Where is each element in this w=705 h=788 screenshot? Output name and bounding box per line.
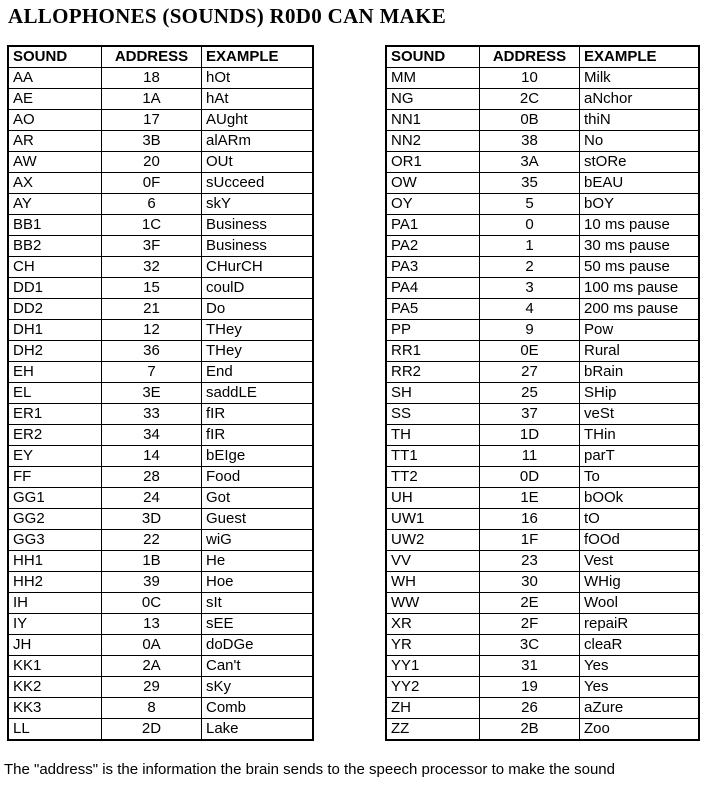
table-row <box>386 362 699 383</box>
example-cell: bRain <box>580 362 700 383</box>
address-cell: 12 <box>102 320 202 341</box>
address-column-header: ADDRESS <box>480 46 580 68</box>
address-cell: 19 <box>480 677 580 698</box>
sound-cell: HH1 <box>8 551 102 572</box>
table-row <box>386 719 699 741</box>
table-row <box>8 425 313 446</box>
sound-cell: GG3 <box>8 530 102 551</box>
address-cell: 2F <box>480 614 580 635</box>
sound-cell: MM <box>386 68 480 89</box>
sound-cell: DD1 <box>8 278 102 299</box>
address-cell: 24 <box>102 488 202 509</box>
table-row <box>386 593 699 614</box>
address-column-header: ADDRESS <box>102 46 202 68</box>
table-row <box>386 551 699 572</box>
sound-cell: ER1 <box>8 404 102 425</box>
table-row <box>8 68 313 89</box>
example-cell: CHurCH <box>202 257 314 278</box>
table-row <box>8 383 313 404</box>
address-cell: 27 <box>480 362 580 383</box>
example-cell: bOOk <box>580 488 700 509</box>
address-cell: 1B <box>102 551 202 572</box>
sound-cell: AE <box>8 89 102 110</box>
example-cell: THin <box>580 425 700 446</box>
sound-cell: YY1 <box>386 656 480 677</box>
address-cell: 21 <box>102 299 202 320</box>
sound-cell: OW <box>386 173 480 194</box>
sound-cell: ZZ <box>386 719 480 741</box>
table-row <box>386 257 699 278</box>
address-cell: 3C <box>480 635 580 656</box>
example-cell: End <box>202 362 314 383</box>
sound-column-header: SOUND <box>8 46 102 68</box>
example-cell: wiG <box>202 530 314 551</box>
page-title: ALLOPHONES (SOUNDS) R0D0 CAN MAKE <box>8 4 447 28</box>
address-cell: 29 <box>102 677 202 698</box>
example-cell: cleaR <box>580 635 700 656</box>
sound-cell: AO <box>8 110 102 131</box>
example-cell: Can't <box>202 656 314 677</box>
example-column-header: EXAMPLE <box>580 46 700 68</box>
example-column-header: EXAMPLE <box>202 46 314 68</box>
example-cell: repaiR <box>580 614 700 635</box>
sound-cell: PP <box>386 320 480 341</box>
sound-cell: UW2 <box>386 530 480 551</box>
table-row <box>8 131 313 152</box>
example-cell: hOt <box>202 68 314 89</box>
address-cell: 2C <box>480 89 580 110</box>
allophone-table-left <box>7 45 314 741</box>
table-row <box>8 698 313 719</box>
address-cell: 11 <box>480 446 580 467</box>
address-cell: 3D <box>102 509 202 530</box>
sound-cell: DD2 <box>8 299 102 320</box>
address-cell: 1F <box>480 530 580 551</box>
address-cell: 13 <box>102 614 202 635</box>
table-row <box>8 278 313 299</box>
sound-cell: AA <box>8 68 102 89</box>
sound-cell: CH <box>8 257 102 278</box>
address-cell: 14 <box>102 446 202 467</box>
sound-cell: PA4 <box>386 278 480 299</box>
sound-cell: EL <box>8 383 102 404</box>
table-row <box>386 194 699 215</box>
table-row <box>8 467 313 488</box>
footer-note: The "address" is the information the brain sends to the speech processor to make the sound <box>4 761 615 778</box>
address-cell: 0F <box>102 173 202 194</box>
sound-cell: KK3 <box>8 698 102 719</box>
sound-cell: ER2 <box>8 425 102 446</box>
address-cell: 0A <box>102 635 202 656</box>
example-cell: tO <box>580 509 700 530</box>
example-cell: alARm <box>202 131 314 152</box>
example-cell: 50 ms pause <box>580 257 700 278</box>
address-cell: 10 <box>480 68 580 89</box>
document-page <box>0 4 705 778</box>
sound-cell: UH <box>386 488 480 509</box>
example-cell: Yes <box>580 677 700 698</box>
address-cell: 15 <box>102 278 202 299</box>
example-cell: sUcceed <box>202 173 314 194</box>
sound-cell: IY <box>8 614 102 635</box>
example-cell: To <box>580 467 700 488</box>
table-row <box>386 467 699 488</box>
table-row <box>8 110 313 131</box>
example-cell: fOOd <box>580 530 700 551</box>
sound-cell: PA2 <box>386 236 480 257</box>
sound-cell: RR2 <box>386 362 480 383</box>
address-cell: 3F <box>102 236 202 257</box>
address-cell: 1D <box>480 425 580 446</box>
table-row <box>386 383 699 404</box>
example-cell: Wool <box>580 593 700 614</box>
sound-cell: YR <box>386 635 480 656</box>
sound-cell: FF <box>8 467 102 488</box>
table-row <box>386 614 699 635</box>
example-cell: Zoo <box>580 719 700 741</box>
sound-cell: BB2 <box>8 236 102 257</box>
address-cell: 22 <box>102 530 202 551</box>
sound-cell: BB1 <box>8 215 102 236</box>
address-cell: 23 <box>480 551 580 572</box>
address-cell: 0B <box>480 110 580 131</box>
example-cell: hAt <box>202 89 314 110</box>
table-row <box>386 509 699 530</box>
table-row <box>386 110 699 131</box>
address-cell: 3 <box>480 278 580 299</box>
table-row <box>386 488 699 509</box>
table-row <box>8 299 313 320</box>
example-cell: Guest <box>202 509 314 530</box>
example-cell: Rural <box>580 341 700 362</box>
example-cell: OUt <box>202 152 314 173</box>
table-row <box>8 236 313 257</box>
table-row <box>386 530 699 551</box>
address-cell: 20 <box>102 152 202 173</box>
table-row <box>386 446 699 467</box>
example-cell: saddLE <box>202 383 314 404</box>
sound-cell: PA3 <box>386 257 480 278</box>
example-cell: veSt <box>580 404 700 425</box>
sound-cell: WW <box>386 593 480 614</box>
sound-cell: TT2 <box>386 467 480 488</box>
sound-cell: RR1 <box>386 341 480 362</box>
example-cell: 10 ms pause <box>580 215 700 236</box>
address-cell: 0 <box>480 215 580 236</box>
example-cell: aNchor <box>580 89 700 110</box>
example-cell: bEIge <box>202 446 314 467</box>
table-row <box>8 446 313 467</box>
sound-cell: OR1 <box>386 152 480 173</box>
example-cell: 200 ms pause <box>580 299 700 320</box>
sound-cell: AR <box>8 131 102 152</box>
address-cell: 4 <box>480 299 580 320</box>
table-row <box>8 89 313 110</box>
sound-cell: ZH <box>386 698 480 719</box>
table-row <box>8 509 313 530</box>
table-row <box>386 404 699 425</box>
table-row <box>8 320 313 341</box>
table-row <box>8 404 313 425</box>
table-row <box>8 362 313 383</box>
sound-cell: XR <box>386 614 480 635</box>
address-cell: 2 <box>480 257 580 278</box>
example-cell: WHig <box>580 572 700 593</box>
example-cell: fIR <box>202 425 314 446</box>
example-cell: skY <box>202 194 314 215</box>
table-row <box>8 677 313 698</box>
sound-cell: DH1 <box>8 320 102 341</box>
table-row <box>386 320 699 341</box>
address-cell: 8 <box>102 698 202 719</box>
header-row <box>8 46 313 68</box>
sound-cell: YY2 <box>386 677 480 698</box>
address-cell: 3E <box>102 383 202 404</box>
table-row <box>386 278 699 299</box>
example-cell: AUght <box>202 110 314 131</box>
example-cell: sIt <box>202 593 314 614</box>
example-cell: aZure <box>580 698 700 719</box>
example-cell: Business <box>202 215 314 236</box>
sound-cell: HH2 <box>8 572 102 593</box>
example-cell: Food <box>202 467 314 488</box>
sound-cell: KK1 <box>8 656 102 677</box>
sound-cell: PA5 <box>386 299 480 320</box>
address-cell: 34 <box>102 425 202 446</box>
address-cell: 25 <box>480 383 580 404</box>
sound-cell: DH2 <box>8 341 102 362</box>
sound-cell: VV <box>386 551 480 572</box>
table-row <box>8 257 313 278</box>
address-cell: 1E <box>480 488 580 509</box>
example-cell: parT <box>580 446 700 467</box>
sound-cell: EH <box>8 362 102 383</box>
address-cell: 1A <box>102 89 202 110</box>
table-row <box>8 614 313 635</box>
header-row <box>386 46 699 68</box>
address-cell: 2A <box>102 656 202 677</box>
sound-cell: NN2 <box>386 131 480 152</box>
sound-cell: UW1 <box>386 509 480 530</box>
table-row <box>8 593 313 614</box>
sound-cell: WH <box>386 572 480 593</box>
table-row <box>8 530 313 551</box>
address-cell: 2E <box>480 593 580 614</box>
address-cell: 5 <box>480 194 580 215</box>
sound-cell: GG2 <box>8 509 102 530</box>
address-cell: 2B <box>480 719 580 741</box>
example-cell: Yes <box>580 656 700 677</box>
sound-cell: TH <box>386 425 480 446</box>
sound-cell: GG1 <box>8 488 102 509</box>
allophone-table-right <box>385 45 700 741</box>
table-row <box>8 572 313 593</box>
example-cell: THey <box>202 341 314 362</box>
sound-cell: LL <box>8 719 102 741</box>
example-cell: Vest <box>580 551 700 572</box>
address-cell: 1C <box>102 215 202 236</box>
address-cell: 17 <box>102 110 202 131</box>
table-row <box>8 341 313 362</box>
table-row <box>386 425 699 446</box>
example-cell: No <box>580 131 700 152</box>
address-cell: 28 <box>102 467 202 488</box>
sound-cell: TT1 <box>386 446 480 467</box>
example-cell: Got <box>202 488 314 509</box>
table-row <box>8 656 313 677</box>
address-cell: 0C <box>102 593 202 614</box>
example-cell: doDGe <box>202 635 314 656</box>
sound-cell: NG <box>386 89 480 110</box>
table-row <box>386 677 699 698</box>
example-cell: Milk <box>580 68 700 89</box>
example-cell: Hoe <box>202 572 314 593</box>
example-cell: bEAU <box>580 173 700 194</box>
table-row <box>386 572 699 593</box>
table-row <box>386 635 699 656</box>
example-cell: bOY <box>580 194 700 215</box>
address-cell: 33 <box>102 404 202 425</box>
table-row <box>386 656 699 677</box>
address-cell: 2D <box>102 719 202 741</box>
address-cell: 32 <box>102 257 202 278</box>
table-row <box>8 194 313 215</box>
address-cell: 6 <box>102 194 202 215</box>
table-row <box>386 68 699 89</box>
example-cell: thiN <box>580 110 700 131</box>
address-cell: 38 <box>480 131 580 152</box>
sound-cell: OY <box>386 194 480 215</box>
address-cell: 7 <box>102 362 202 383</box>
address-cell: 39 <box>102 572 202 593</box>
example-cell: THey <box>202 320 314 341</box>
sound-cell: SS <box>386 404 480 425</box>
table-row <box>386 341 699 362</box>
address-cell: 9 <box>480 320 580 341</box>
table-row <box>386 299 699 320</box>
sound-cell: PA1 <box>386 215 480 236</box>
example-cell: Pow <box>580 320 700 341</box>
table-row <box>8 551 313 572</box>
sound-cell: AY <box>8 194 102 215</box>
address-cell: 18 <box>102 68 202 89</box>
sound-cell: SH <box>386 383 480 404</box>
table-row <box>386 698 699 719</box>
table-row <box>386 236 699 257</box>
address-cell: 0D <box>480 467 580 488</box>
sound-cell: AX <box>8 173 102 194</box>
address-cell: 26 <box>480 698 580 719</box>
example-cell: 100 ms pause <box>580 278 700 299</box>
table-row <box>8 635 313 656</box>
example-cell: 30 ms pause <box>580 236 700 257</box>
address-cell: 30 <box>480 572 580 593</box>
example-cell: Business <box>202 236 314 257</box>
sound-cell: NN1 <box>386 110 480 131</box>
table-row <box>386 152 699 173</box>
address-cell: 31 <box>480 656 580 677</box>
table-row <box>386 131 699 152</box>
example-cell: SHip <box>580 383 700 404</box>
example-cell: fIR <box>202 404 314 425</box>
address-cell: 37 <box>480 404 580 425</box>
address-cell: 35 <box>480 173 580 194</box>
example-cell: sKy <box>202 677 314 698</box>
example-cell: coulD <box>202 278 314 299</box>
example-cell: Do <box>202 299 314 320</box>
sound-cell: AW <box>8 152 102 173</box>
allophone-tables <box>7 45 705 741</box>
example-cell: He <box>202 551 314 572</box>
address-cell: 3A <box>480 152 580 173</box>
table-row <box>8 719 313 741</box>
table-row <box>8 173 313 194</box>
example-cell: stORe <box>580 152 700 173</box>
table-row <box>386 89 699 110</box>
sound-cell: JH <box>8 635 102 656</box>
example-cell: Lake <box>202 719 314 741</box>
address-cell: 16 <box>480 509 580 530</box>
example-cell: Comb <box>202 698 314 719</box>
table-row <box>8 215 313 236</box>
sound-column-header: SOUND <box>386 46 480 68</box>
example-cell: sEE <box>202 614 314 635</box>
sound-cell: EY <box>8 446 102 467</box>
table-row <box>8 488 313 509</box>
table-row <box>386 173 699 194</box>
address-cell: 0E <box>480 341 580 362</box>
address-cell: 3B <box>102 131 202 152</box>
table-row <box>386 215 699 236</box>
address-cell: 36 <box>102 341 202 362</box>
sound-cell: IH <box>8 593 102 614</box>
table-row <box>8 152 313 173</box>
sound-cell: KK2 <box>8 677 102 698</box>
address-cell: 1 <box>480 236 580 257</box>
